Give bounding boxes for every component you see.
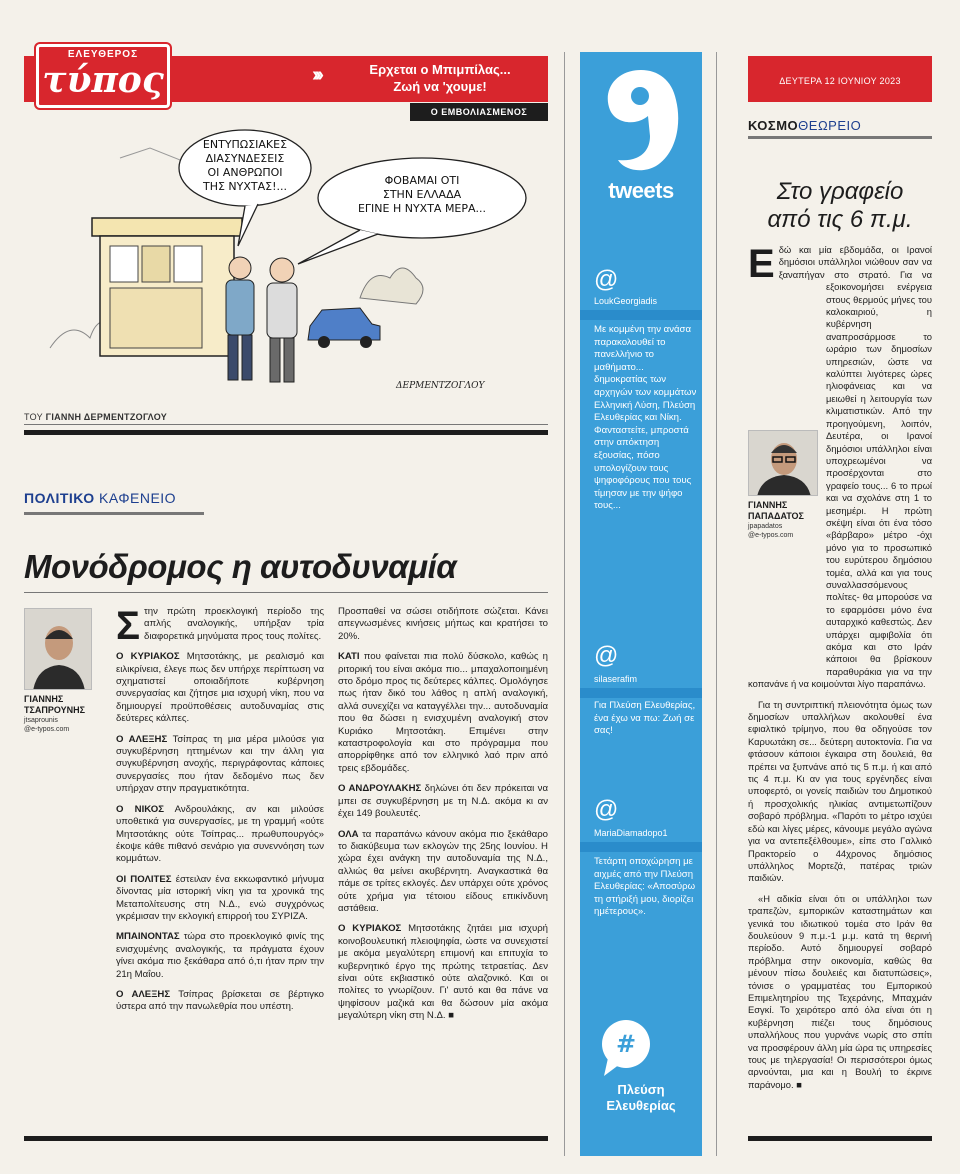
paragraph-lead: Ο ΑΛΕΞΗΣ <box>116 988 171 1000</box>
article-paragraph <box>116 604 324 648</box>
article-column-1 <box>116 606 324 1022</box>
article-paragraph <box>116 931 324 981</box>
paragraph-text: Προσπαθεί να σώσει οτιδήποτε σώζεται. Κάνει απεγνωσμένες κινήσεις μήπως και κρατήσει το 20%. <box>338 606 548 642</box>
author-photo <box>24 608 92 690</box>
section-label-bold: ΚΟΣΜΟ <box>748 118 799 133</box>
article-paragraph <box>116 804 324 866</box>
man-body <box>226 280 254 335</box>
divider <box>24 430 548 435</box>
credit-name: ΓΙΑΝΝΗ ΔΕΡΜΕΝΤΖΟΓΛΟΥ <box>45 412 168 422</box>
at-icon: @ <box>594 642 619 669</box>
man-body <box>267 283 297 338</box>
car <box>308 308 380 340</box>
logo-top-text: ΕΛΕΥΘΕΡΟΣ <box>67 49 139 60</box>
article-body <box>748 244 932 1099</box>
at-icon: @ <box>594 266 619 293</box>
tweets-footer-line2: Ελευθερίας <box>606 1098 676 1113</box>
paragraph-text: έστειλαν ένα εκκωφαντικό μήνυμα δίνοντας μία ιστορική νίκη για τα χρονικά της Μεταπολίτευσης στη Ν.Δ., ενώ συγχρόνως γκρέμισαν την εκλογική επιρροή του ΣΥΡΙΖΑ. <box>116 873 324 922</box>
headline-line1: Στο γραφείο <box>776 178 904 205</box>
chevron-right-icon: ››› <box>312 64 320 86</box>
kiosk-roof <box>92 218 242 236</box>
article-paragraph <box>338 651 548 775</box>
author-last-name: ΤΣΑΠΡΟΥΝΗΣ <box>24 705 86 715</box>
paragraph-text: τα παραπάνω κάνουν ακόμα πιο ξεκάθαρο το διακύβευμα των εκλογών της 25ης Ιουνίου. Η χώρα έχει ανάγκη την αυτοδυναμία της Ν.Δ., αλλιώς θα μείνει ακυβέρνητη. Αναγκαστικά θα πάμε σε τρίτες εκλογές. Δεν υπάρχει ούτε χρόνος ούτε χρήμα για τέτοιου είδους επικίνδυνη αστάθεια. <box>338 828 548 914</box>
article-paragraph <box>116 874 324 924</box>
article-headline: Μονόδρομος η αυτοδυναμία <box>24 548 457 585</box>
bubble1-line: ΔΙΑΣΥΝΔΕΣΕΙΣ <box>205 152 285 165</box>
paragraph-lead: Ο ΚΥΡΙΑΚΟΣ <box>116 651 180 663</box>
article-paragraph <box>748 893 932 1092</box>
paragraph-text: Μητσοτάκης, με ρεαλισμό και ειλικρίνεια, έλεγε πως δεν υπήρχε περίπτωση να σχηματιστεί οποιαδήποτε κυβέρνηση συνεργασίας και ζήτησε μια ισχυρή νίκη, που να δημιουργεί προϋποθέσεις αυτοδυναμίας στις δεύτερες κάλπες. <box>116 651 325 725</box>
tweet-handle[interactable]: LoukGeorgiadis <box>594 296 658 306</box>
handle-underline <box>580 310 702 320</box>
paragraph-text: τώρα στο προεκλογικό φινίς της ενισχυμένης αναλογικής, τα πράγματα έχουν γίνει ακόμα πιο ξεκάθαρα από ό,τι ήταν πριν την 21η Μαΐου. <box>116 931 324 980</box>
paragraph-text: δώ και μία εβδομάδα, οι Ιρανοί δημόσιοι υπάλληλοι νιώθουν σαν να ξαναπήγαν στο στρατό. Για να εξοικονομήσει ενέργεια στους θερμούς μήνες του καλοκαιριού, η κυβέρνηση αναπροσάρμοσε το ωράριο των δημοσίων υπηρεσιών, ώστε να καλύπτει λιγότερες ώρες ηλιοφάνειας και να μειωθεί η λειτουργία των κλιματιστικών. Από την προηγούμενη, λοιπόν, Δευτέρα, οι Ιρανοί δημόσιοι υπάλληλοι είναι υποχρεωμένοι να προσέρχονται στο γραφείο τους... 6 το πρωί και να σχολάνε στη 1 το μεσημέρι. Η πρώτη σκέψη είναι ότι ένα τόσο «βάρβαρο» μέτρο -όχι μόνο για το προσωπικό του ευρύτερου δημόσιου τομέα, αλλά και για τους συναλλασσόμενους πολίτες- θα μπορούσε να το εφαρμόσει μόνο ένα αυταρχικό καθεστώς. Δεν υπάρχει αμφιβολία ότι ακόμα και στο Ιράν κάποιοι θα βρίσκουν παραθυράκια για να την κοπανάνε ή να κοιμούνται λίγο παραπάνω. <box>748 244 932 690</box>
newspaper-logo[interactable] <box>36 44 170 108</box>
credit-prefix: ΤΟΥ <box>24 412 43 422</box>
paragraph-lead: Ο ΑΝΔΡΟΥΛΑΚΗΣ <box>338 783 422 795</box>
section-label <box>24 490 176 506</box>
section-underline <box>24 512 204 515</box>
photo-spacer <box>748 454 826 672</box>
article-paragraph <box>116 734 324 796</box>
paragraph-lead: ΚΑΤΙ <box>338 651 360 663</box>
masthead-headline-line2: Ζωή να 'χουμε! <box>393 79 487 94</box>
article-paragraph <box>748 244 932 691</box>
cartoon-credit <box>24 412 167 422</box>
paragraph-text: την πρώτη προεκλογική περίοδο της απλής αναλογικής, υπήρξαν τρία διαφορετικά μηνύματα προς τους πολίτες. <box>144 606 324 642</box>
divider <box>24 1136 548 1141</box>
author-info <box>24 694 104 734</box>
author-site: @e-typos.com <box>24 726 70 733</box>
paragraph-lead: ΜΠΑΙΝΟΝΤΑΣ <box>116 931 180 943</box>
paragraph-text: Μητσοτάκης ζητάει μια ισχυρή κοινοβουλευτική πλειοψηφία, ώστε να συνεχιστεί με ακόμα μεγαλύτερη επιμονή και επιτυχία το κυβερνητικό έργο της πρώτης τετραετίας. Δεν είναι ούτε εκβιαστικό ούτε αλαζονικό. Και οι πολίτες το γνωρίζουν. Γι' αυτό και θα πάνε να ψηφίσουν μαζικά και θα δώσουν μία ακόμα μεγαλύτερη νίκη στη Ν.Δ. ■ <box>338 923 548 1022</box>
article-paragraph <box>116 989 324 1014</box>
tweet-text: Για Πλεύση Ελευθερίας, ένα έχω να πω: Ζωή σε σας! <box>594 700 696 737</box>
hashtag-bubble-icon <box>598 1018 654 1080</box>
article-column-2 <box>338 606 548 1031</box>
bubble2-line: ΦΟΒΑΜΑΙ ΟΤΙ <box>384 174 460 187</box>
logo-main-text: τύπος <box>42 59 164 101</box>
handle-underline <box>580 688 702 698</box>
section-label-bold: ΠΟΛΙΤΙΚΟ <box>24 490 95 506</box>
tweet-text: Τετάρτη οποχώρηση με αιχμές από την Πλεύση Ελευθερίας: «Αποσύρω τη στήριξή μου, διορίζει ημέτερους». <box>594 856 696 918</box>
paragraph-lead: Ο ΝΙΚΟΣ <box>116 803 164 815</box>
author-first-name: ΓΙΑΝΝΗΣ <box>24 694 64 704</box>
column-divider <box>716 52 717 1156</box>
tweet-text: Με κομμένη την ανάσα παρακολουθεί το πανελλήνιο το μαθήματο... δημοκρατίας των αρχηγών των κομμάτων Ελληνική Λύση, Πλεύση Ελευθερίας και Νίκη. Φανταστείτε, μπροστά στην απόκτηση εξουσίας, πόσο υπολογίζουν τους ψηφοφόρους που τους τίμησαν με την ψήφο τους... <box>594 324 697 512</box>
bubble1-line: ΤΗΣ ΝΥΧΤΑΣ!... <box>202 180 288 193</box>
article-paragraph <box>116 651 324 725</box>
tweets-footer <box>580 1082 702 1114</box>
cartoon-illustration <box>30 118 542 406</box>
article-paragraph <box>748 699 932 885</box>
avatar <box>25 609 92 690</box>
paragraph-text: Ανδρουλάκης, αν και μιλούσε υποθετικά για συνεργασίες, με τη γραμμή «ούτε Μητσοτάκης ούτε Τσίπρας... πρωθυπουργός» έκοψε κάθε πιθανό σενάριο για συνεννόηση των κομμάτων. <box>116 803 324 865</box>
masthead-headline <box>340 61 540 95</box>
drop-cap: Σ <box>116 604 141 648</box>
drop-cap: Ε <box>748 242 775 286</box>
bubble2-line: ΕΓΙΝΕ Η ΝΥΧΤΑ ΜΕΡΑ... <box>357 202 487 215</box>
headline-line2: από τις 6 π.μ. <box>767 206 913 233</box>
section-label-rest: ΘΕΩΡΕΙΟ <box>798 118 862 133</box>
paragraph-text: Τσίπρας βρίσκεται σε βέρτιγκο ύστερα από την πανωλεθρία που υπέστη. <box>116 988 325 1013</box>
paragraph-text: δηλώνει ότι δεν πρόκειται να μπει σε συγκυβέρνηση με τη Ν.Δ. ακόμα κι αν έχει 149 βουλευτές. <box>338 783 548 820</box>
divider <box>24 592 548 593</box>
tweets-title: tweets <box>608 178 674 203</box>
cartoon-signature: ΔΕΡΜΕΝΤΖΟΓΛΟΥ <box>396 381 485 391</box>
bubble1-line: ΕΝΤΥΠΩΣΙΑΚΕΣ <box>202 138 288 151</box>
paragraph-text: που φαίνεται πια πολύ δύσκολο, καθώς η ριτορική του είναι ακόμα πιο... μπαχαλοποιημένη στο δρόμο προς τις δεύτερες κάλπες. Ομολόγησε πως ήταν δικό του λάθος η απλή αναλογική, αλλά συνεχίζει να καταγγέλλει την... αυτοδυναμία που θα δώσει η ενισχυμένη αναλογική στον Κυριάκο Μητσοτάκη. Επιμένει στην καταστροφολογία και στο πρόγραμμα που απορρίφθηκε από τον ελληνικό λαό πριν από τρεις εβδομάδες. <box>338 651 548 774</box>
bubble2-line: ΣΤΗΝ ΕΛΛΑΔΑ <box>382 188 462 201</box>
paragraph-text: «Η αδικία είναι ότι οι υπάλληλοι των τραπεζών, εμπορικών καταστημάτων και γενικά του ιδιωτικού τομέα στο Ιράν θα δουλεύουν 9 π.μ.-1 μ.μ. κατά τη θερινή περίοδο. Αυτό δημιουργεί σοβαρό πρόβλημα στην οικονομία, καθώς θα μένουν πίσω δουλειές και διατυπώσεις», τόνισε ο γραμματέας του Εμπορικού Επιμελητηρίου της Τεχεράνης, Μπαχμάν Εσγκί. Το χειρότερο από όλα είναι ότι η κυβέρνηση πιέζει τους δημόσιους υπαλλήλους που γυρνάνε νωρίς στο σπίτι να προσφέρουν άλλη μία ώρα τις υπηρεσίες τους με τηλεργασία! Οι περισσότεροι όμως αρνούνται, μια και η Βουλή το έκρινε παράνομο. ■ <box>748 892 932 1090</box>
column-divider <box>564 52 565 1156</box>
section-label <box>748 118 861 133</box>
section-underline <box>748 136 932 139</box>
article-paragraph <box>338 829 548 916</box>
bubble1-line: ΟΙ ΑΝΘΡΩΠΟΙ <box>207 166 283 179</box>
man-head <box>229 257 251 279</box>
issue-date: ΔΕΥΤΕΡΑ 12 ΙΟΥΝΙΟΥ 2023 <box>779 76 901 86</box>
paragraph-lead: ΟΙ ΠΟΛΙΤΕΣ <box>116 873 172 885</box>
column-tag: Ο ΕΜΒΟΛΙΑΣΜΕΝΟΣ <box>410 103 548 121</box>
tweet-handle[interactable]: MariaDiamadopo1 <box>594 828 668 838</box>
masthead-headline-line1: Ερχεται ο Μπιμπίλας... <box>369 62 511 77</box>
paragraph-lead: ΟΛΑ <box>338 828 359 840</box>
hashtag-symbol: # <box>615 1030 637 1058</box>
tweets-column <box>580 52 702 1156</box>
tweets-footer-line1: Πλεύση <box>617 1082 665 1097</box>
author-first-name: ΓΙΑΝΝΗΣ <box>748 500 788 510</box>
section-label-rest: ΚΑΦΕΝΕΙΟ <box>99 490 177 506</box>
author-last-name: ΠΑΠΑΔΑΤΟΣ <box>748 511 804 521</box>
tweet-handle[interactable]: silaserafim <box>594 674 638 684</box>
article-paragraph <box>338 606 548 643</box>
handle-underline <box>580 842 702 852</box>
paragraph-text: Τσίπρας τη μια μέρα μιλούσε για συγκυβέρνηση ηττημένων και την άλλη για συγκυβέρνηση ανοχής, περιγράφοντας κάποιες συνεργασίες που ήταν δεδομένο πως δεν υπήρχαν στην πραγματικότητα. <box>116 733 324 795</box>
bird-logo-icon <box>596 66 686 176</box>
paragraph-text: Για τη συντριπτική πλειονότητα όμως των δημοσίων υπαλλήλων ακολουθεί ένα εφιαλτικό τρίμηνο, που θα οδηγούσε τον Καρυωτάκη σε... δεύτερη αυτοκτονία. Για να φτάσουν κάποιοι έγκαιρα στη δουλειά, θα πρέπει να ξυπνάνε από τις 5 π.μ. ή και από τις 4 π.μ. Κι αν για τους εργένηδες είναι υποφερτό, οι γονείς παιδιών του Δημοτικού ή προσχολικής ηλικίας αντιμετωπίζουν σοβαρό πρόβλημα. «Παρότι το μέτρο ισχύει εδώ και λίγες μέρες, κάνουμε μεγάλο αγώνα για να αντεπεξέλθουμε», είπε στο Γαλλικό Πρακτορείο ο 44χρονος δημόσιος υπάλληλος Μορτεζά, πατέρας τριών παιδιών. <box>748 698 932 884</box>
paragraph-lead: Ο ΑΛΕΞΗΣ <box>116 733 168 745</box>
paragraph-lead: Ο ΚΥΡΙΑΚΟΣ <box>338 923 402 935</box>
article-paragraph <box>338 783 548 820</box>
divider <box>748 1136 932 1141</box>
man-head <box>270 258 294 282</box>
divider <box>24 424 548 425</box>
at-icon: @ <box>594 796 619 823</box>
article-paragraph <box>338 923 548 1022</box>
author-site: @e-typos.com <box>748 532 794 539</box>
author-handle: jtsaprounis <box>24 717 58 724</box>
article-headline <box>748 178 932 234</box>
author-handle: jpapadatos <box>748 523 783 530</box>
